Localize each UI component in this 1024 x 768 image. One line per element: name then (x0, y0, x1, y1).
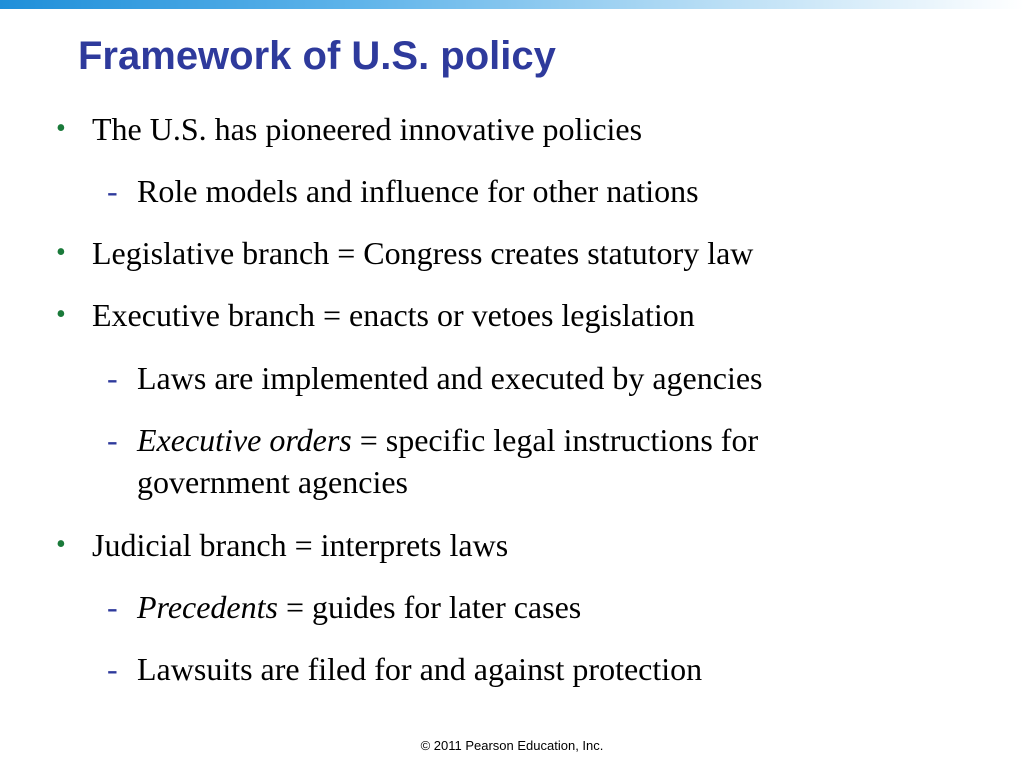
sub-bullet-text: Laws are implemented and executed by agencies (137, 360, 763, 396)
bullet-marker: • (56, 237, 66, 268)
copyright-footer: © 2011 Pearson Education, Inc. (420, 738, 604, 753)
sub-bullet-text: Executive orders = specific legal instructions for (137, 422, 759, 458)
sub-bullet-marker: - (107, 173, 118, 209)
bullet-marker: • (56, 299, 66, 330)
sub-bullet-marker: - (107, 589, 118, 625)
bullet-text: The U.S. has pioneered innovative policies (92, 111, 643, 147)
sub-bullet-text: Lawsuits are filed for and against protection (137, 651, 703, 687)
bullet-text: Legislative branch = Congress creates statutory law (92, 235, 754, 271)
sub-bullet-marker: - (107, 360, 118, 396)
sub-bullet-text: Role models and influence for other nations (137, 173, 699, 209)
bullet-marker: • (56, 113, 66, 144)
italic-term: Executive orders (137, 422, 352, 458)
sub-bullet-text: Precedents = guides for later cases (137, 589, 582, 625)
bullet-text: Executive branch = enacts or vetoes legislation (92, 297, 695, 333)
sub-bullet-marker: - (107, 422, 118, 458)
slide-title: Framework of U.S. policy (78, 34, 556, 78)
bullet-marker: • (56, 529, 66, 560)
bullet-text: Judicial branch = interprets laws (92, 527, 509, 563)
italic-term: Precedents (137, 589, 278, 625)
sub-bullet-marker: - (107, 651, 118, 687)
bullet-list: • The U.S. has pioneered innovative policies - Role models and influence for other nations • Legislative branch = Congress creates statutory law • Executive branch = enacts or vetoes legislation - Laws are implemented and executed by agencies - Executive orders = specific legal instructions for government agencies • Judicial branch = interprets laws - Precedents = guides for later cases - Lawsuits are filed for and against protection (0, 0, 1024, 768)
